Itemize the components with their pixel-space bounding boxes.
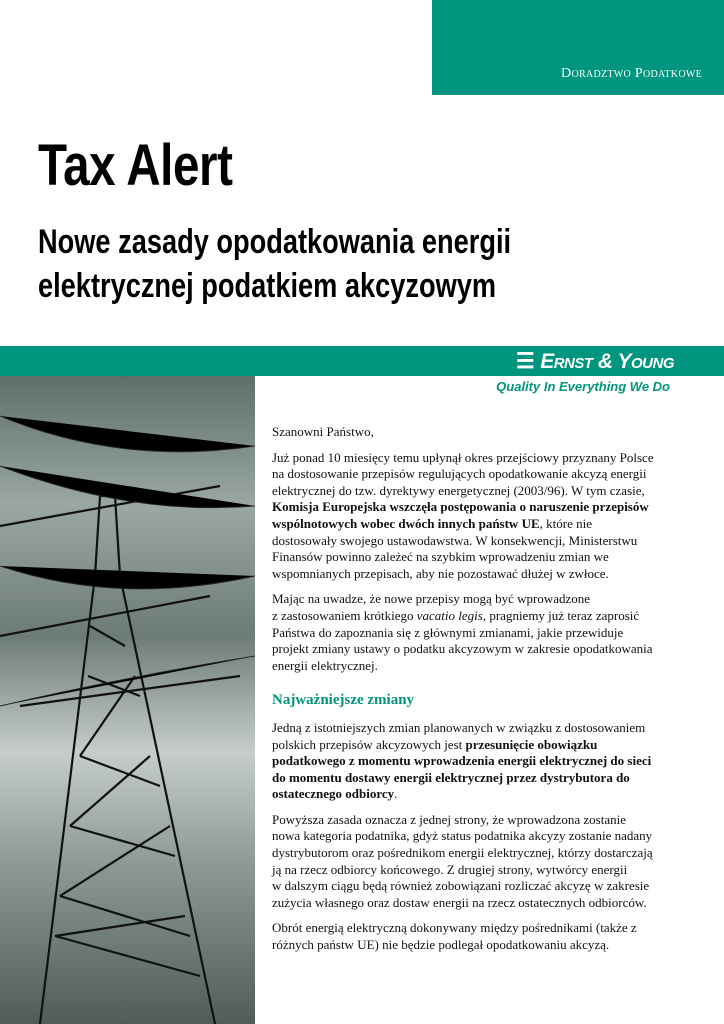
brand-tagline: Quality In Everything We Do: [496, 379, 670, 394]
power-pylon-image: [0, 376, 255, 1024]
text-run: Mając na uwadze, że nowe przepisy mogą być wprowadzone z zastosowaniem krótkiego: [272, 591, 591, 623]
ey-logo-icon: ☰: [515, 350, 535, 373]
paragraph: [272, 450, 692, 583]
bold-text: przesunięcie obowiązku podatkowego z momentu wprowadzenia energii elektrycznej do sieci do momentu dostawy energii elektrycznej przez dystrybutora do ostatecznego odbiorcy: [272, 736, 652, 802]
section-label: Doradztwo Podatkowe: [561, 66, 702, 81]
text-run: Powyższa zasada oznacza z jednej strony, że wprowadzona zostanie nowa kategoria podatnika, gdyż status podatnika akcyzy zostanie nadany dystrybutorom oraz pośrednikom energii elektrycznej, którzy dostarczają ją na rzecz odbiorcy końcowego. Z drugiej strony, wytwórcy energii w dalszym ciągu będą również zobowiązani rozliczać akcyzę w zakresie zużycia własnego oraz dostaw energii na rzecz ostatecznych odbiorców.: [272, 811, 653, 910]
section-paragraphs: [272, 720, 692, 954]
text-run: Jedną z istotniejszych zmian planowanych w związku z dostosowaniem polskich przepisów akcyzowych jest: [272, 719, 646, 752]
bold-text: Komisja Europejska wszczęła postępowania o naruszenie przepisów wspólnotowych wobec dwóch innych państw UE: [272, 499, 649, 531]
paragraph: [272, 920, 692, 953]
text-run: Obrót energią elektryczną dokonywany między pośrednikami (także z różnych państw UE) nie będzie podlegał opodatkowaniu akcyzą.: [272, 920, 637, 953]
section-heading: Najważniejsze zmiany: [272, 692, 415, 709]
paragraph: [272, 591, 692, 674]
ernst-young-logo: [516, 349, 674, 374]
italic-text: vacatio legis: [416, 607, 483, 623]
paragraph: [272, 812, 692, 912]
paragraph: [272, 720, 692, 803]
pylon-icon: [0, 376, 255, 1024]
logo-text: Ernst & Young: [540, 350, 674, 373]
document-title: Tax Alert: [38, 133, 233, 198]
text-run: Już ponad 10 miesięcy temu upłynął okres przejściowy przyznany Polsce na dostosowanie przepisów regulujących opodatkowanie akcyzą energii elektrycznej do tzw. dyrektywy energetycznej (2003/96). W tym czasie,: [272, 449, 654, 498]
document-subtitle: Nowe zasady opodatkowania energii elektrycznej podatkiem akcyzowym: [38, 223, 512, 305]
text-run: , pragniemy już teraz zaprosić Państwa do zapoznania się z głównymi zmianami, jakie przewiduje projekt zmiany ustawy o podatku akcyzowym w zakresie opodatkowania energii elektrycznej.: [272, 607, 653, 673]
intro-paragraphs: [272, 450, 692, 675]
text-run: , które nie dostosowały swojego ustawodawstwa. W konsekwencji, Ministerstwu Finansów powinno zależeć na szybkim wprowadzeniu zmian we wspomnianych przepisach, aby nie pozostawać dłużej w zwłoce.: [272, 515, 638, 581]
letter-body: [272, 424, 692, 963]
header-section-box: [432, 0, 724, 95]
greeting: Szanowni Państwo,: [272, 424, 374, 439]
text-run: .: [394, 786, 398, 802]
